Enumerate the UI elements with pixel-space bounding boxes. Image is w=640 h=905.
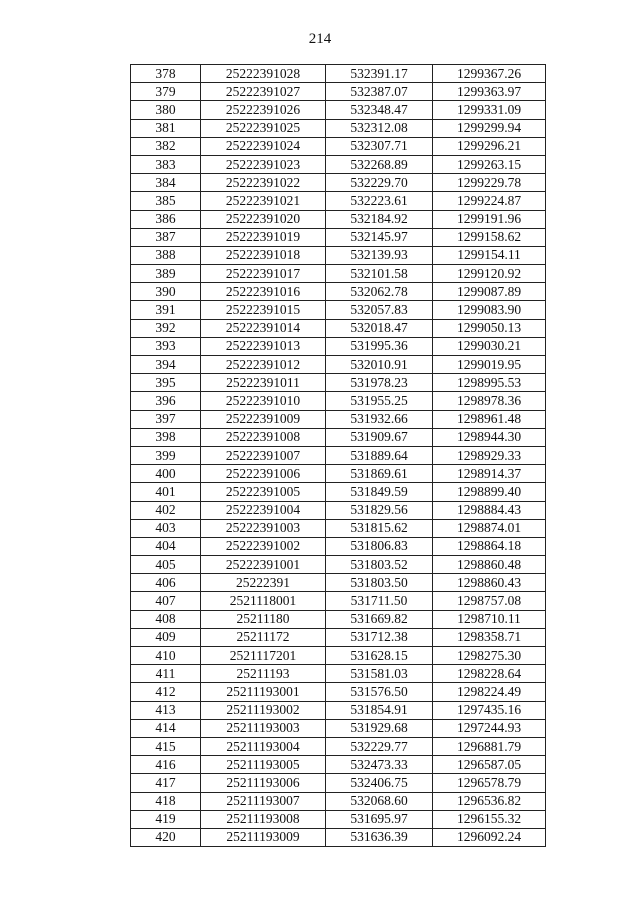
point-number-cell: 382 xyxy=(131,137,201,155)
x-coordinate-cell: 532010.91 xyxy=(326,356,433,374)
y-coordinate-cell: 1298275.30 xyxy=(433,647,546,665)
y-coordinate-cell: 1299083.90 xyxy=(433,301,546,319)
point-number-cell: 410 xyxy=(131,647,201,665)
point-number-cell: 420 xyxy=(131,828,201,846)
table-row xyxy=(131,810,546,828)
y-coordinate-cell: 1298228.64 xyxy=(433,665,546,683)
table-row xyxy=(131,592,546,610)
y-coordinate-cell: 1299050.13 xyxy=(433,319,546,337)
y-coordinate-cell: 1297244.93 xyxy=(433,719,546,737)
y-coordinate-cell: 1298929.33 xyxy=(433,446,546,464)
point-code-cell: 25222391026 xyxy=(201,101,326,119)
x-coordinate-cell: 531829.56 xyxy=(326,501,433,519)
x-coordinate-cell: 532184.92 xyxy=(326,210,433,228)
y-coordinate-cell: 1299263.15 xyxy=(433,155,546,173)
table-row xyxy=(131,683,546,701)
point-number-cell: 387 xyxy=(131,228,201,246)
point-number-cell: 385 xyxy=(131,192,201,210)
table-row xyxy=(131,774,546,792)
point-code-cell: 25222391023 xyxy=(201,155,326,173)
y-coordinate-cell: 1298884.43 xyxy=(433,501,546,519)
table-row xyxy=(131,392,546,410)
x-coordinate-cell: 532406.75 xyxy=(326,774,433,792)
point-code-cell: 25222391006 xyxy=(201,465,326,483)
table-row xyxy=(131,246,546,264)
y-coordinate-cell: 1299158.62 xyxy=(433,228,546,246)
point-number-cell: 393 xyxy=(131,337,201,355)
x-coordinate-cell: 531995.36 xyxy=(326,337,433,355)
table-row xyxy=(131,155,546,173)
y-coordinate-cell: 1297435.16 xyxy=(433,701,546,719)
y-coordinate-cell: 1298995.53 xyxy=(433,374,546,392)
point-number-cell: 411 xyxy=(131,665,201,683)
point-code-cell: 25222391022 xyxy=(201,174,326,192)
x-coordinate-cell: 531636.39 xyxy=(326,828,433,846)
x-coordinate-cell: 532229.70 xyxy=(326,174,433,192)
y-coordinate-cell: 1299030.21 xyxy=(433,337,546,355)
y-coordinate-cell: 1298874.01 xyxy=(433,519,546,537)
coordinates-table xyxy=(130,64,546,847)
point-code-cell: 25211193006 xyxy=(201,774,326,792)
table-row xyxy=(131,701,546,719)
table-row xyxy=(131,756,546,774)
table-row xyxy=(131,228,546,246)
x-coordinate-cell: 532387.07 xyxy=(326,83,433,101)
x-coordinate-cell: 532223.61 xyxy=(326,192,433,210)
x-coordinate-cell: 531978.23 xyxy=(326,374,433,392)
point-code-cell: 25222391018 xyxy=(201,246,326,264)
y-coordinate-cell: 1296092.24 xyxy=(433,828,546,846)
point-code-cell: 25222391010 xyxy=(201,392,326,410)
point-number-cell: 403 xyxy=(131,519,201,537)
point-number-cell: 394 xyxy=(131,356,201,374)
table-row xyxy=(131,101,546,119)
point-number-cell: 409 xyxy=(131,628,201,646)
point-number-cell: 398 xyxy=(131,428,201,446)
point-code-cell: 25222391025 xyxy=(201,119,326,137)
table-row xyxy=(131,610,546,628)
table-row xyxy=(131,283,546,301)
y-coordinate-cell: 1298224.49 xyxy=(433,683,546,701)
point-code-cell: 25211193001 xyxy=(201,683,326,701)
x-coordinate-cell: 531854.91 xyxy=(326,701,433,719)
point-number-cell: 419 xyxy=(131,810,201,828)
y-coordinate-cell: 1299229.78 xyxy=(433,174,546,192)
y-coordinate-cell: 1298978.36 xyxy=(433,392,546,410)
table-row xyxy=(131,410,546,428)
y-coordinate-cell: 1298961.48 xyxy=(433,410,546,428)
y-coordinate-cell: 1299120.92 xyxy=(433,265,546,283)
point-number-cell: 388 xyxy=(131,246,201,264)
point-number-cell: 414 xyxy=(131,719,201,737)
x-coordinate-cell: 531628.15 xyxy=(326,647,433,665)
point-number-cell: 413 xyxy=(131,701,201,719)
point-code-cell: 25222391011 xyxy=(201,374,326,392)
point-number-cell: 378 xyxy=(131,65,201,83)
point-code-cell: 25222391005 xyxy=(201,483,326,501)
x-coordinate-cell: 532229.77 xyxy=(326,737,433,755)
x-coordinate-cell: 532018.47 xyxy=(326,319,433,337)
x-coordinate-cell: 531806.83 xyxy=(326,537,433,555)
point-code-cell: 25222391001 xyxy=(201,556,326,574)
x-coordinate-cell: 532268.89 xyxy=(326,155,433,173)
point-code-cell: 25222391028 xyxy=(201,65,326,83)
x-coordinate-cell: 532391.17 xyxy=(326,65,433,83)
point-number-cell: 407 xyxy=(131,592,201,610)
point-code-cell: 25222391016 xyxy=(201,283,326,301)
y-coordinate-cell: 1298864.18 xyxy=(433,537,546,555)
point-number-cell: 386 xyxy=(131,210,201,228)
point-code-cell: 25222391009 xyxy=(201,410,326,428)
y-coordinate-cell: 1299367.26 xyxy=(433,65,546,83)
point-code-cell: 25211193009 xyxy=(201,828,326,846)
point-number-cell: 405 xyxy=(131,556,201,574)
x-coordinate-cell: 531581.03 xyxy=(326,665,433,683)
table-row xyxy=(131,265,546,283)
y-coordinate-cell: 1296536.82 xyxy=(433,792,546,810)
point-code-cell: 25222391017 xyxy=(201,265,326,283)
point-code-cell: 25222391012 xyxy=(201,356,326,374)
table-row xyxy=(131,537,546,555)
point-code-cell: 25211193 xyxy=(201,665,326,683)
y-coordinate-cell: 1299154.11 xyxy=(433,246,546,264)
x-coordinate-cell: 531889.64 xyxy=(326,446,433,464)
point-code-cell: 25211193007 xyxy=(201,792,326,810)
y-coordinate-cell: 1299191.96 xyxy=(433,210,546,228)
x-coordinate-cell: 531849.59 xyxy=(326,483,433,501)
point-number-cell: 389 xyxy=(131,265,201,283)
x-coordinate-cell: 532062.78 xyxy=(326,283,433,301)
table-row xyxy=(131,119,546,137)
point-code-cell: 25222391020 xyxy=(201,210,326,228)
point-number-cell: 402 xyxy=(131,501,201,519)
x-coordinate-cell: 531932.66 xyxy=(326,410,433,428)
point-number-cell: 408 xyxy=(131,610,201,628)
x-coordinate-cell: 531909.67 xyxy=(326,428,433,446)
table-row xyxy=(131,65,546,83)
table-row xyxy=(131,556,546,574)
point-number-cell: 418 xyxy=(131,792,201,810)
y-coordinate-cell: 1299363.97 xyxy=(433,83,546,101)
x-coordinate-cell: 531803.52 xyxy=(326,556,433,574)
x-coordinate-cell: 532348.47 xyxy=(326,101,433,119)
point-code-cell: 25222391007 xyxy=(201,446,326,464)
y-coordinate-cell: 1299299.94 xyxy=(433,119,546,137)
point-code-cell: 25222391013 xyxy=(201,337,326,355)
point-number-cell: 392 xyxy=(131,319,201,337)
x-coordinate-cell: 531815.62 xyxy=(326,519,433,537)
x-coordinate-cell: 531955.25 xyxy=(326,392,433,410)
y-coordinate-cell: 1296587.05 xyxy=(433,756,546,774)
table-row xyxy=(131,337,546,355)
x-coordinate-cell: 531929.68 xyxy=(326,719,433,737)
point-number-cell: 416 xyxy=(131,756,201,774)
table-row xyxy=(131,465,546,483)
table-row xyxy=(131,828,546,846)
point-code-cell: 25211172 xyxy=(201,628,326,646)
table-row xyxy=(131,483,546,501)
y-coordinate-cell: 1298944.30 xyxy=(433,428,546,446)
point-code-cell: 25222391002 xyxy=(201,537,326,555)
table-row xyxy=(131,374,546,392)
y-coordinate-cell: 1296881.79 xyxy=(433,737,546,755)
point-code-cell: 2521117201 xyxy=(201,647,326,665)
point-number-cell: 380 xyxy=(131,101,201,119)
y-coordinate-cell: 1298860.48 xyxy=(433,556,546,574)
page-number: 214 xyxy=(308,31,332,47)
point-code-cell: 25211193005 xyxy=(201,756,326,774)
y-coordinate-cell: 1299087.89 xyxy=(433,283,546,301)
y-coordinate-cell: 1298914.37 xyxy=(433,465,546,483)
point-number-cell: 379 xyxy=(131,83,201,101)
table-row xyxy=(131,446,546,464)
point-code-cell: 25222391 xyxy=(201,574,326,592)
y-coordinate-cell: 1299331.09 xyxy=(433,101,546,119)
point-number-cell: 399 xyxy=(131,446,201,464)
point-code-cell: 2521118001 xyxy=(201,592,326,610)
point-code-cell: 25211193002 xyxy=(201,701,326,719)
point-number-cell: 397 xyxy=(131,410,201,428)
table-row xyxy=(131,628,546,646)
y-coordinate-cell: 1298860.43 xyxy=(433,574,546,592)
point-number-cell: 390 xyxy=(131,283,201,301)
point-number-cell: 415 xyxy=(131,737,201,755)
x-coordinate-cell: 532101.58 xyxy=(326,265,433,283)
point-number-cell: 406 xyxy=(131,574,201,592)
x-coordinate-cell: 532139.93 xyxy=(326,246,433,264)
x-coordinate-cell: 531712.38 xyxy=(326,628,433,646)
table-row xyxy=(131,737,546,755)
table-row xyxy=(131,301,546,319)
x-coordinate-cell: 532473.33 xyxy=(326,756,433,774)
point-number-cell: 401 xyxy=(131,483,201,501)
table-row xyxy=(131,174,546,192)
table-row xyxy=(131,137,546,155)
x-coordinate-cell: 532307.71 xyxy=(326,137,433,155)
table-row xyxy=(131,192,546,210)
coordinates-table-body xyxy=(131,65,546,847)
point-number-cell: 412 xyxy=(131,683,201,701)
y-coordinate-cell: 1299224.87 xyxy=(433,192,546,210)
x-coordinate-cell: 532312.08 xyxy=(326,119,433,137)
y-coordinate-cell: 1298899.40 xyxy=(433,483,546,501)
table-row xyxy=(131,319,546,337)
table-row xyxy=(131,792,546,810)
point-number-cell: 381 xyxy=(131,119,201,137)
table-row xyxy=(131,83,546,101)
point-code-cell: 25222391014 xyxy=(201,319,326,337)
point-number-cell: 404 xyxy=(131,537,201,555)
table-row xyxy=(131,665,546,683)
point-number-cell: 400 xyxy=(131,465,201,483)
point-code-cell: 25211193003 xyxy=(201,719,326,737)
point-code-cell: 25222391004 xyxy=(201,501,326,519)
y-coordinate-cell: 1299019.95 xyxy=(433,356,546,374)
y-coordinate-cell: 1296578.79 xyxy=(433,774,546,792)
point-code-cell: 25222391019 xyxy=(201,228,326,246)
point-number-cell: 395 xyxy=(131,374,201,392)
table-row xyxy=(131,501,546,519)
point-code-cell: 25222391003 xyxy=(201,519,326,537)
x-coordinate-cell: 531576.50 xyxy=(326,683,433,701)
x-coordinate-cell: 531869.61 xyxy=(326,465,433,483)
y-coordinate-cell: 1298358.71 xyxy=(433,628,546,646)
table-row xyxy=(131,719,546,737)
x-coordinate-cell: 532057.83 xyxy=(326,301,433,319)
point-code-cell: 25222391015 xyxy=(201,301,326,319)
point-code-cell: 25211193004 xyxy=(201,737,326,755)
table-row xyxy=(131,356,546,374)
point-number-cell: 417 xyxy=(131,774,201,792)
point-number-cell: 384 xyxy=(131,174,201,192)
y-coordinate-cell: 1296155.32 xyxy=(433,810,546,828)
point-code-cell: 25211193008 xyxy=(201,810,326,828)
table-row xyxy=(131,428,546,446)
x-coordinate-cell: 531803.50 xyxy=(326,574,433,592)
x-coordinate-cell: 532145.97 xyxy=(326,228,433,246)
x-coordinate-cell: 531695.97 xyxy=(326,810,433,828)
table-row xyxy=(131,574,546,592)
y-coordinate-cell: 1298757.08 xyxy=(433,592,546,610)
point-number-cell: 396 xyxy=(131,392,201,410)
table-row xyxy=(131,519,546,537)
point-number-cell: 383 xyxy=(131,155,201,173)
x-coordinate-cell: 532068.60 xyxy=(326,792,433,810)
table-row xyxy=(131,647,546,665)
y-coordinate-cell: 1298710.11 xyxy=(433,610,546,628)
point-code-cell: 25222391008 xyxy=(201,428,326,446)
point-code-cell: 25222391024 xyxy=(201,137,326,155)
point-code-cell: 25211180 xyxy=(201,610,326,628)
point-code-cell: 25222391027 xyxy=(201,83,326,101)
point-number-cell: 391 xyxy=(131,301,201,319)
table-row xyxy=(131,210,546,228)
y-coordinate-cell: 1299296.21 xyxy=(433,137,546,155)
x-coordinate-cell: 531669.82 xyxy=(326,610,433,628)
point-code-cell: 25222391021 xyxy=(201,192,326,210)
x-coordinate-cell: 531711.50 xyxy=(326,592,433,610)
